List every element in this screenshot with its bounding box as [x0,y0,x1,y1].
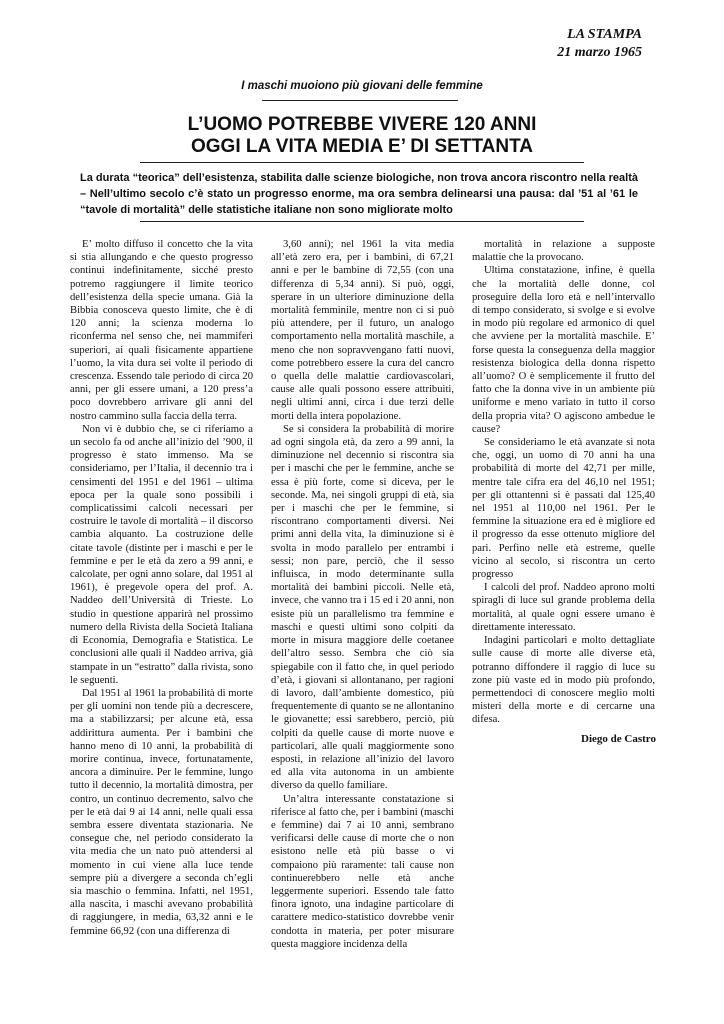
paragraph: Un’altra interessante constatazione si riferisce al fatto che, per i bambini (maschi e femmine) dai 7 ai 10 anni, sembrano verificarsi delle cause di morte che o non esistono nelle età più basse o vi compaiono più raramente: tali cause non continuerebbero nelle età anche leggermente superiori. Essendo tale fatto finora ignoto, una indagine particolare di carattere medico-statistico dovrebbe venir condotta in materia, per poter misurare questa maggiore incidenza della [271,793,454,950]
paragraph: Indagini particolari e molto dettagliate sulle cause di morte alle diverse età, potranno diffondere il raggio di luce su zone più vaste ed in modo più profondo, permettendoci di conoscere meglio molti misteri della morte e di cercarne una difesa. [472,635,655,726]
paragraph: Se consideriamo le età avanzate si nota che, oggi, un uomo di 70 anni ha una probabilità di morte del 42,71 per mille, mentre tale cifra era del 46,10 nel 1951; per gli ottantenni si è passati dal 125,40 nel 1951 al 110,00 nel 1961. Per le femmine la situazione era ed è migliore ed il progresso da esse ottenuto migliore del pari. Perfino nelle età estreme, quelle vicino al secolo, si riscontra un certo progresso [472,437,655,581]
article-column-2 [271,238,454,951]
paragraph: Non vi è dubbio che, se ci riferiamo a un secolo fa od anche all’inizio del ’900, il progresso è stato immenso. Ma se consideriamo, per l’Italia, il decennio tra i censimenti del 1951 e del 1961 – ultima epoca per la quale sono possibili i complicatissimi calcoli necessari per costruire le tavole di mortalità – il discorso cambia alquanto. La costruzione delle citate tavole (distinte per i maschi e per le femmine e per le età da zero a 99 anni, e calcolate, per ogni anno solare, dal 1951 al 1961), è pregevole opera del prof. A. Naddeo dell’Università di Trieste. Lo studio in questione apparirà nel prossimo numero della Rivista della Società Italiana di Economia, Demografia e Statistica. Le conclusioni alle quali il Naddeo arriva, già stampate in un “estratto” dalla rivista, sono le seguenti. [70,423,253,686]
paragraph: Dal 1951 al 1961 la probabilità di morte per gli uomini non tende più a decrescere, ma a stabilizzarsi; per alcune età, essa addirittura aumenta. Per i bambini che hanno meno di 10 anni, la probabilità di morire continua, invece, fortunatamente, ancora a diminuire. Per le femmine, lungo tutto il decennio, la mortalità dimostra, per contro, un continuo decremento, salvo che per le età dai 9 ai 14 anni, nelle quali essa sembra essere diventata stazionaria. Ne consegue che, nel periodo considerato la vita media che un nato può attendersi al momento in cui viene alla luce tende sempre più a divergere a seconda ch’egli sia maschio o femmina. Infatti, nel 1951, alla nascita, i maschi avevano probabilità di raggiungere, in media, 63,32 anni e le femmine 66,92 (con una differenza di [70,687,253,937]
divider-lead [140,221,584,222]
paragraph: 3,60 anni); nel 1961 la vita media all’età zero era, per i bambini, di 67,21 anni e per le bambine di 72,55 (con una differenza di 5,34 anni). Si può, oggi, sperare in un ulteriore diminuzione della mortalità femminile, mentre non ci si può più attendere, per il futuro, un analogo comportamento nella mortalità maschile, a meno che non sopravvengano fatti nuovi, come potrebbero essere la cura del cancro o quella delle malattie cardiovascolari, cause alle quali possono essere attribuiti, negli ultimi anni, circa i due terzi delle morti della intera popolazione. [271,239,454,422]
publication-date: 21 marzo 1965 [557,45,642,60]
article-column-3 [472,238,655,727]
author-signature: Diego de Castro [581,733,656,745]
paragraph: E’ molto diffuso il concetto che la vita si stia allungando e che questo progresso continui indefinitamente, sicché presto potremo raggiungere il limite teorico dell’esistenza della specie umana. Già la Bibbia conosceva questo limite, che è di 120 anni; la scienza moderna lo riconferma nel senso che, nei mammiferi superiori, ai quali fisicamente appartiene l’uomo, la vita dura sei volte il periodo di crescenza. Essendo tale periodo di circa 20 anni, per gli essere umani, a 120 press’a poco dovrebbero arrivare gli anni del nostro cammino sulla faccia della terra. [70,239,253,422]
divider-kicker [262,100,458,101]
paragraph: Ultima constatazione, infine, è quella che la mortalità delle donne, col proseguire della loro età e nell’intervallo di tempo considerato, si svolge e si evolve in modo più regolare ed armonico di quel che avviene per la mortalità maschile. E’ forse questa la conseguenza della maggior resistenza biologica della donna rispetto all’uomo? O è semplicemente il frutto del fatto che la donna vive in un ambiente più uniforme e meno variato in tutto il corso della propria vita? O agiscono ambedue le cause? [472,265,655,435]
headline-line-1: L’UOMO POTREBBE VIVERE 120 ANNI [187,114,537,135]
newspaper-name: LA STAMPA [567,27,642,42]
article-column-1 [70,238,253,938]
lead-paragraph: La durata “teorica” dell’esistenza, stabilita dalle scienze biologiche, non trova ancora riscontro nella realtà – Nell’ultimo secolo c’è stato un progresso enorme, ma ora sembra delinearsi una pausa: dal ’51 al ’61 le “tavole di mortalità” delle statistiche italiane non sono migliorate molto [80,172,638,216]
masthead [557,26,642,62]
kicker: I maschi muoiono più giovani delle femmine [241,80,483,92]
headline [0,114,724,158]
paragraph: Se si considera la probabilità di morire ad ogni singola età, da zero a 99 anni, la diminuzione nel decennio si riscontra sia per i maschi che per le femmine, anche se essa è più forte, come si diceva, per le seconde. Ma, nei singoli gruppi di età, sia per i maschi che per le femmine, si riscontrano comportamenti diversi. Nei primi anni della vita, la diminuzione si è svolta in modo parallelo per entrambi i sessi; non pare, perciò, che il sesso influisca, in modo determinante sulla mortalità dei bambini piccoli. Nelle età, invece, che vanno tra i 15 ed i 20 anni, non esiste più un parallelismo tra femmine e maschi e questi ultimi sono colpiti da morte in misura maggiore delle coetanee dell’altro sesso. Sembra che ciò sia spiegabile con il fatto che, in quel periodo d’età, i giovani si allontanano, per ragioni di lavoro, dall’ambiente domestico, più frequentemente di quanto se ne allontanino le giovanette; essi sarebbero, perciò, più colpiti da quelle cause di morte nuove e particolari, alle quali maggiormente sono esposti, in relazione all’inizio del lavoro ed alla vita autonoma in un ambiente diverso da quello familiare. [271,423,454,792]
paragraph: mortalità in relazione a supposte malattie che la provocano. [472,239,655,264]
headline-line-2: OGGI LA VITA MEDIA E’ DI SETTANTA [191,136,533,157]
divider-headline [140,162,584,163]
paragraph: I calcoli del prof. Naddeo aprono molti spiragli di luce sul grande problema della mortalità, al quale ogni essere umano è direttamente interessato. [472,582,655,633]
